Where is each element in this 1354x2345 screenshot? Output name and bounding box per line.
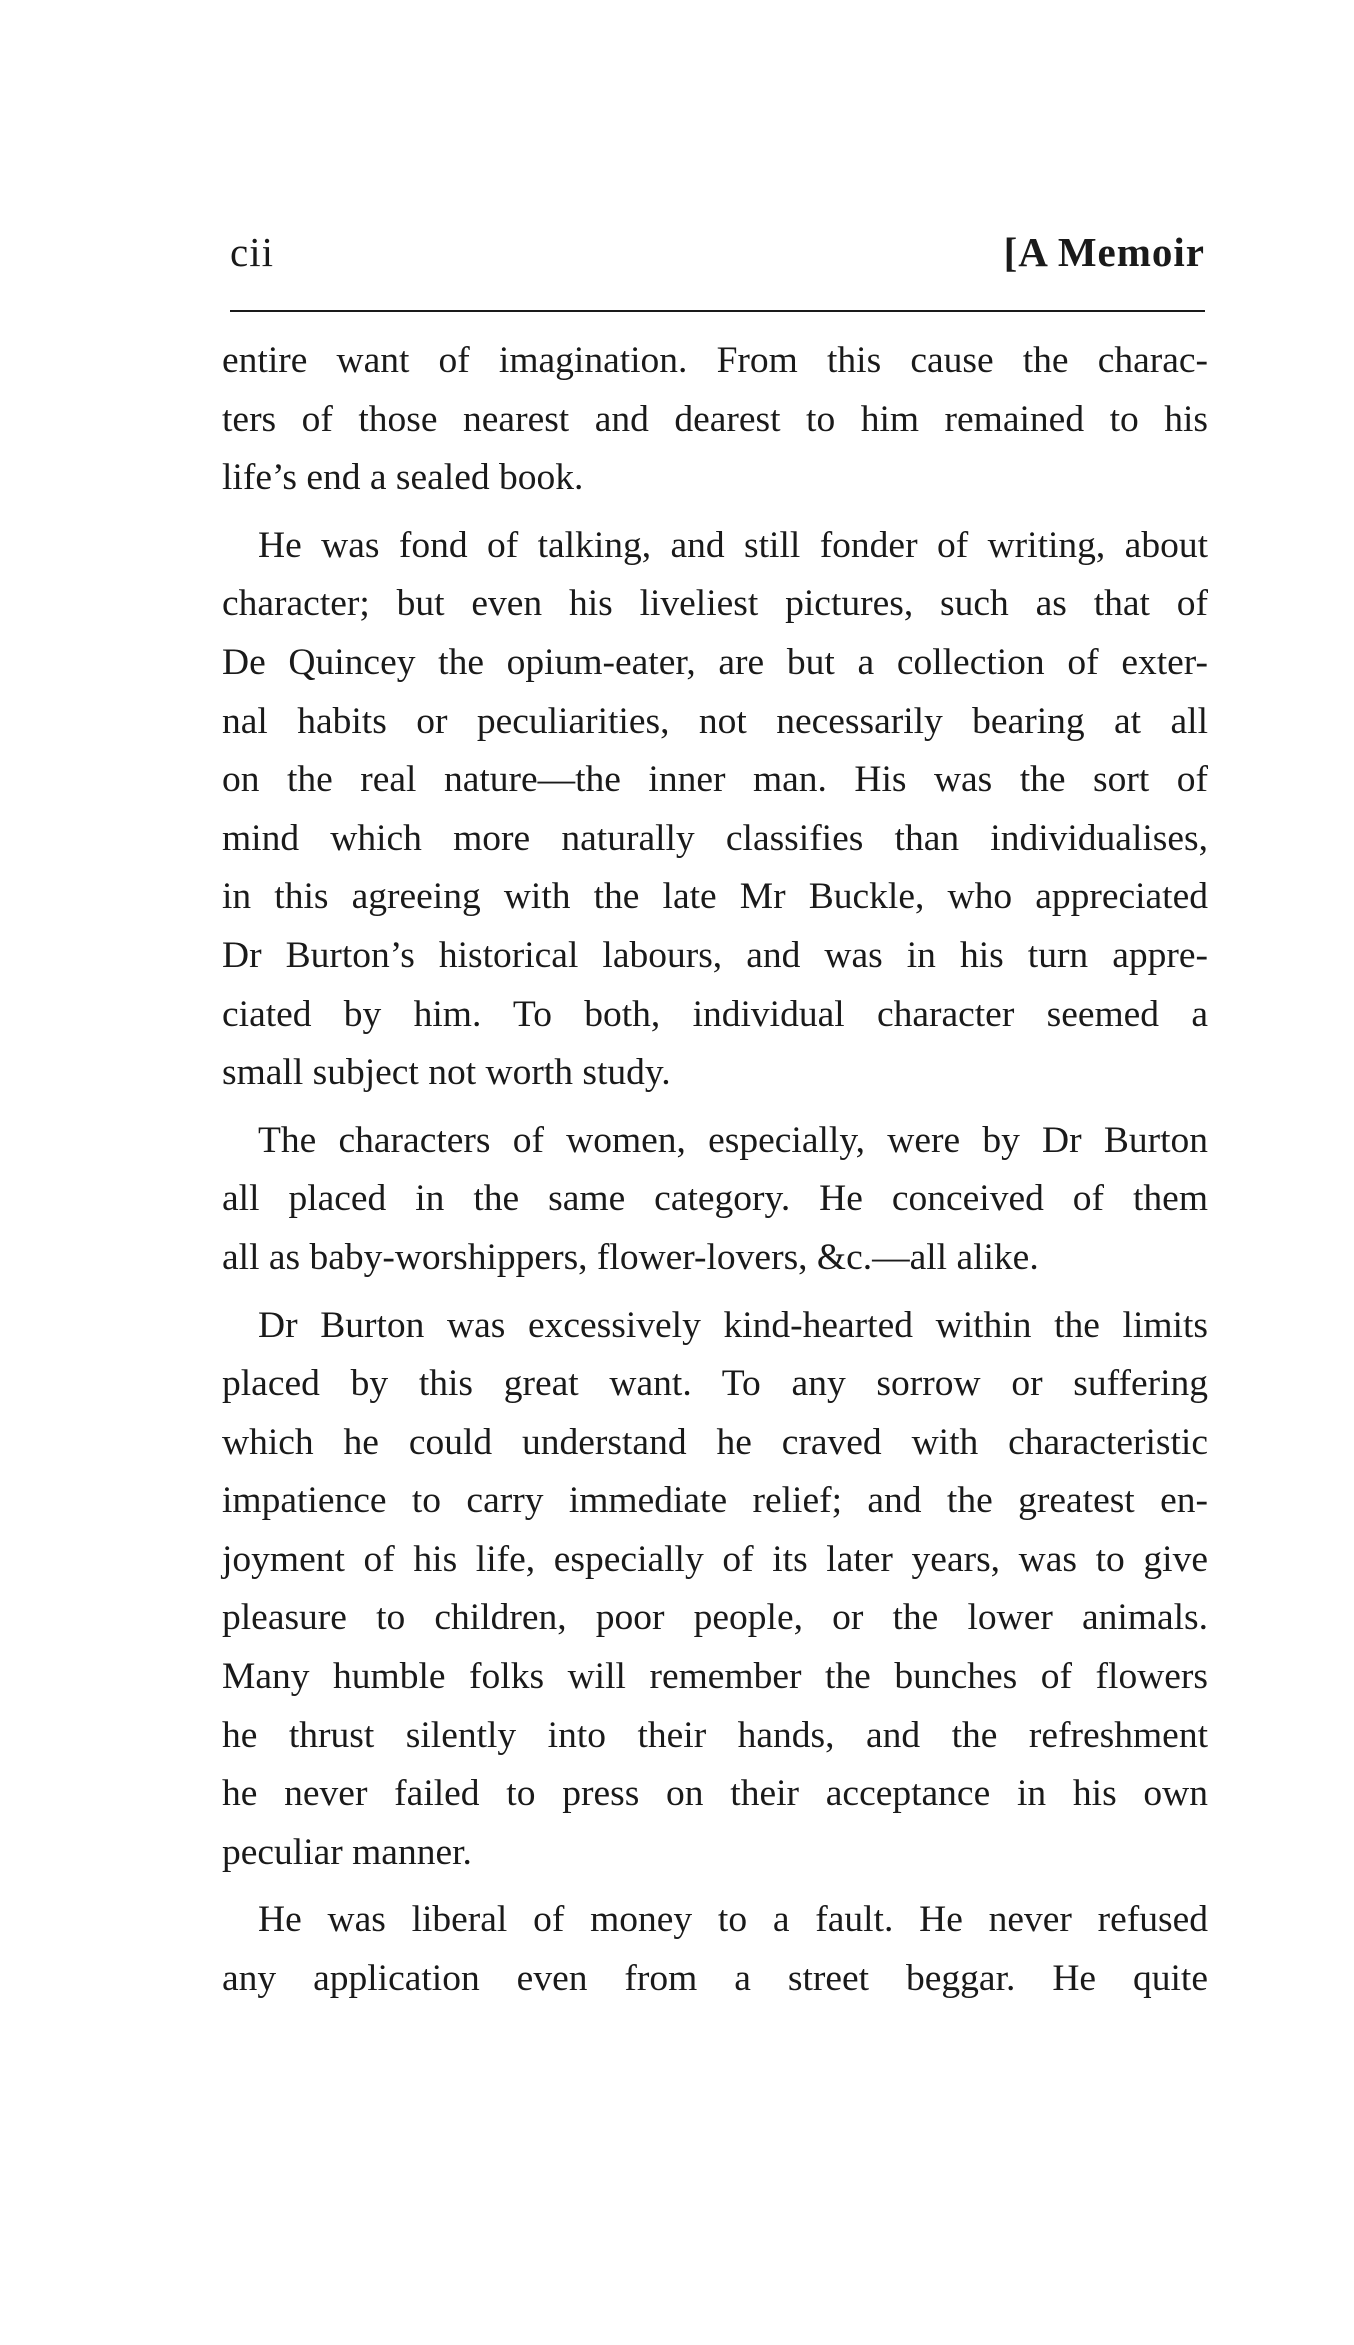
text-line: on the real nature—the inner man. His was the sort of: [222, 759, 1208, 801]
text-line: pleasure to children, poor people, or the lower animals.: [222, 1597, 1208, 1639]
text-line: impatience to carry immediate relief; and the greatest en-: [222, 1480, 1208, 1522]
paragraph: [222, 332, 1208, 508]
text-line: entire want of imagination. From this cause the charac-: [222, 340, 1208, 381]
text-line: peculiar manner.: [222, 1831, 472, 1873]
text-line: any application even from a street beggar. He quite: [222, 1958, 1208, 2000]
text-line: placed by this great want. To any sorrow or suffering: [222, 1363, 1208, 1405]
text-line: which he could understand he craved with characteristic: [222, 1421, 1208, 1463]
paragraph: [222, 1891, 1208, 2008]
text-line: The characters of women, especially, were by Dr Burton: [258, 1119, 1208, 1161]
paragraph: [222, 517, 1208, 1103]
text-line: mind which more naturally classifies than individualises,: [222, 817, 1208, 859]
text-line: Many humble folks will remember the bunches of flowers: [222, 1656, 1208, 1698]
text-line: he never failed to press on their acceptance in his own: [222, 1773, 1208, 1815]
text-line: life’s end a sealed book.: [222, 457, 584, 499]
paragraph: [222, 1297, 1208, 1883]
text-line: he thrust silently into their hands, and the refreshment: [222, 1714, 1208, 1756]
text-line: in this agreeing with the late Mr Buckle, who appreciated: [222, 876, 1208, 918]
text-line: He was fond of talking, and still fonder of writing, about: [258, 524, 1208, 566]
text-line: Dr Burton was excessively kind-hearted within the limits: [258, 1304, 1208, 1346]
text-line: all placed in the same category. He conceived of them: [222, 1178, 1208, 1220]
text-line: He was liberal of money to a fault. He never refused: [258, 1899, 1208, 1941]
text-line: ters of those nearest and dearest to him remained to his: [222, 398, 1208, 440]
text-line: nal habits or peculiarities, not necessarily bearing at all: [222, 700, 1208, 742]
text-line: all as baby-worshippers, flower-lovers, &c.—all alike.: [222, 1236, 1039, 1278]
text-line: Dr Burton’s historical labours, and was in his turn appre-: [222, 934, 1208, 976]
text-line: ciated by him. To both, individual character seemed a: [222, 993, 1208, 1035]
body-text: [222, 332, 1208, 2018]
text-line: character; but even his liveliest pictures, such as that of: [222, 583, 1208, 625]
text-line: small subject not worth study.: [222, 1052, 671, 1094]
page-number: cii: [230, 229, 274, 275]
running-title: [A Memoir: [1003, 229, 1205, 275]
text-line: De Quincey the opium-eater, are but a collection of exter-: [222, 641, 1208, 683]
running-head: [230, 228, 1205, 288]
header-rule: [230, 310, 1205, 312]
paragraph: [222, 1112, 1208, 1288]
text-line: joyment of his life, especially of its later years, was to give: [222, 1538, 1208, 1580]
